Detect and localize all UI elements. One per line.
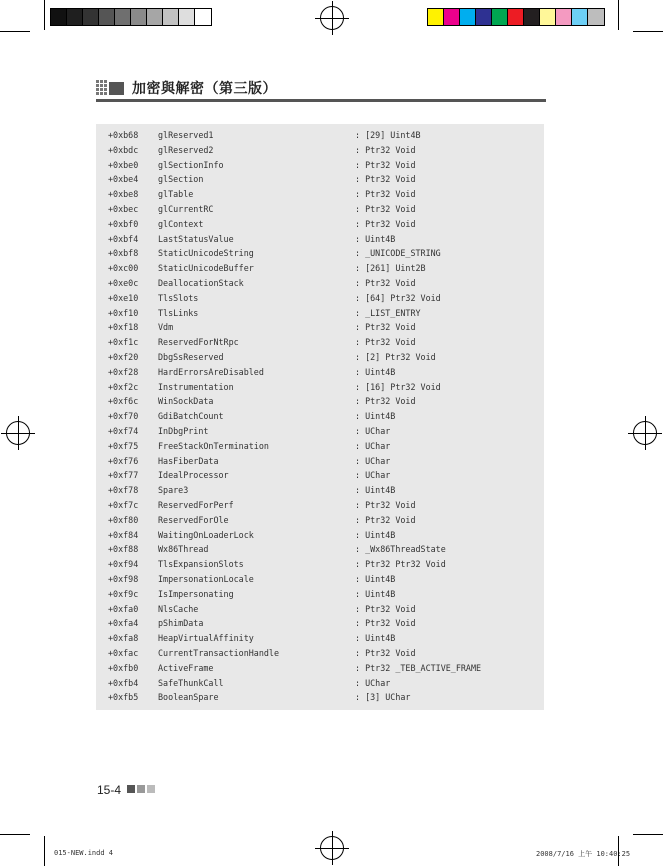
field-type: : [64] Ptr32 Void — [355, 292, 441, 303]
field-offset: +0xbdc — [108, 144, 139, 155]
field-type: : [3] UChar — [355, 692, 411, 703]
field-type: : Uint4B — [355, 574, 396, 584]
code-line — [96, 350, 544, 365]
code-line — [96, 468, 544, 483]
crop-mark — [0, 31, 30, 32]
code-line — [96, 454, 544, 469]
code-line — [96, 202, 544, 217]
code-line — [96, 306, 544, 321]
field-type: : Ptr32 Void — [355, 648, 416, 658]
color-swatch — [588, 9, 604, 25]
field-name: glSection — [158, 174, 204, 185]
code-line — [96, 483, 544, 498]
field-name: glContext — [158, 218, 204, 229]
field-type: : Ptr32 Void — [355, 218, 416, 229]
color-swatch — [444, 9, 460, 25]
code-line — [96, 498, 544, 513]
crop-mark — [44, 0, 45, 30]
code-line — [96, 572, 544, 587]
code-line — [96, 587, 544, 602]
field-type: : Uint4B — [355, 411, 396, 422]
field-offset: +0xb68 — [108, 130, 139, 140]
field-name: WinSockData — [158, 396, 214, 407]
field-name: TlsSlots — [158, 292, 199, 303]
book-title: 加密與解密（第三版） — [132, 81, 277, 97]
field-type: : [2] Ptr32 Void — [355, 352, 436, 362]
color-swatch — [572, 9, 588, 25]
chapter-header — [96, 78, 546, 100]
field-offset: +0xfa8 — [108, 633, 139, 644]
code-line — [96, 320, 544, 335]
color-swatch — [540, 9, 556, 25]
code-line — [96, 542, 544, 557]
code-line — [96, 335, 544, 350]
field-name: CurrentTransactionHandle — [158, 648, 280, 658]
field-name: TlsLinks — [158, 307, 199, 318]
field-offset: +0xf77 — [108, 470, 139, 481]
code-line — [96, 232, 544, 247]
field-offset: +0xbe4 — [108, 174, 139, 185]
code-listing — [96, 124, 544, 710]
field-name: glSectionInfo — [158, 159, 224, 170]
header-rule — [96, 99, 546, 102]
field-name: BooleanSpare — [158, 692, 219, 703]
field-offset: +0xf1c — [108, 337, 139, 348]
code-line — [96, 424, 544, 439]
code-line — [96, 439, 544, 454]
field-name: InDbgPrint — [158, 426, 209, 436]
code-line — [96, 513, 544, 528]
code-line — [96, 217, 544, 232]
code-line — [96, 187, 544, 202]
field-type: : Uint4B — [355, 529, 396, 540]
field-offset: +0xf78 — [108, 485, 139, 496]
field-name: pShimData — [158, 618, 204, 629]
code-line — [96, 276, 544, 291]
color-swatch — [147, 9, 163, 25]
field-name: Instrumentation — [158, 381, 234, 392]
field-offset: +0xfa0 — [108, 603, 139, 614]
field-name: TlsExpansionSlots — [158, 559, 244, 570]
color-swatch — [131, 9, 147, 25]
crop-mark — [618, 0, 619, 30]
color-swatch — [163, 9, 179, 25]
field-name: GdiBatchCount — [158, 411, 224, 422]
field-type: : Ptr32 Void — [355, 337, 416, 348]
code-line — [96, 409, 544, 424]
field-name: DbgSsReserved — [158, 352, 224, 362]
field-name: HeapVirtualAffinity — [158, 633, 254, 644]
field-name: glReserved2 — [158, 144, 214, 155]
code-line — [96, 528, 544, 543]
field-type: : UChar — [355, 440, 391, 451]
field-name: IsImpersonating — [158, 588, 234, 599]
code-line — [96, 661, 544, 676]
field-offset: +0xf88 — [108, 544, 139, 555]
field-offset: +0xf84 — [108, 529, 139, 540]
code-line — [96, 602, 544, 617]
code-line — [96, 291, 544, 306]
code-line — [96, 646, 544, 661]
code-line — [96, 690, 544, 705]
color-swatch — [51, 9, 67, 25]
field-type: : Ptr32 Void — [355, 618, 416, 629]
code-line — [96, 394, 544, 409]
grayscale-calibration-bar — [50, 8, 212, 26]
color-swatch — [460, 9, 476, 25]
code-line — [96, 616, 544, 631]
field-offset: +0xf10 — [108, 307, 139, 318]
field-type: : UChar — [355, 455, 391, 466]
code-line — [96, 365, 544, 380]
code-line — [96, 631, 544, 646]
field-type: : Uint4B — [355, 233, 396, 244]
code-line — [96, 158, 544, 173]
field-name: LastStatusValue — [158, 233, 234, 244]
field-name: ReservedForNtRpc — [158, 337, 239, 348]
code-line — [96, 261, 544, 276]
field-type: : Uint4B — [355, 633, 396, 644]
field-offset: +0xbe0 — [108, 159, 139, 170]
field-name: glCurrentRC — [158, 204, 214, 214]
field-offset: +0xf2c — [108, 381, 139, 392]
field-name: Wx86Thread — [158, 544, 209, 555]
color-swatch — [492, 9, 508, 25]
field-offset: +0xf70 — [108, 411, 139, 422]
color-swatch — [476, 9, 492, 25]
field-type: : Ptr32 _TEB_ACTIVE_FRAME — [355, 662, 482, 673]
field-name: StaticUnicodeBuffer — [158, 263, 254, 274]
registration-mark-bottom — [320, 836, 344, 860]
code-line — [96, 557, 544, 572]
field-offset: +0xfa4 — [108, 618, 139, 629]
field-offset: +0xe0c — [108, 278, 139, 288]
field-offset: +0xf18 — [108, 322, 139, 333]
field-type: : Ptr32 Void — [355, 174, 416, 185]
field-name: StaticUnicodeString — [158, 248, 254, 259]
field-offset: +0xf98 — [108, 574, 139, 584]
field-name: glReserved1 — [158, 130, 214, 140]
color-swatch — [67, 9, 83, 25]
field-offset: +0xfac — [108, 648, 139, 658]
field-offset: +0xbec — [108, 204, 139, 214]
code-line — [96, 380, 544, 395]
field-type: : _Wx86ThreadState — [355, 544, 446, 555]
registration-mark-top — [320, 6, 344, 30]
field-type: : Ptr32 Void — [355, 396, 416, 407]
field-name: glTable — [158, 189, 194, 200]
field-offset: +0xf75 — [108, 440, 139, 451]
field-type: : Ptr32 Void — [355, 322, 416, 333]
print-slug-timestamp: 2008/7/16 上午 10:40:25 — [536, 850, 631, 858]
field-offset: +0xf94 — [108, 559, 139, 570]
field-name: NlsCache — [158, 603, 199, 614]
field-type: : Ptr32 Ptr32 Void — [355, 559, 446, 570]
field-type: : UChar — [355, 677, 391, 688]
field-name: SafeThunkCall — [158, 677, 224, 688]
field-type: : UChar — [355, 470, 391, 481]
field-offset: +0xf20 — [108, 352, 139, 362]
code-line — [96, 246, 544, 261]
color-swatch — [99, 9, 115, 25]
crop-mark — [0, 834, 30, 835]
field-name: HasFiberData — [158, 455, 219, 466]
color-calibration-bar — [427, 8, 605, 26]
color-swatch — [115, 9, 131, 25]
field-offset: +0xfb5 — [108, 692, 139, 703]
field-offset: +0xc00 — [108, 263, 139, 274]
code-line — [96, 128, 544, 143]
field-type: : Uint4B — [355, 485, 396, 496]
code-line — [96, 143, 544, 158]
field-type: : [16] Ptr32 Void — [355, 381, 441, 392]
field-type: : Uint4B — [355, 588, 396, 599]
field-type: : Uint4B — [355, 366, 396, 377]
color-swatch — [179, 9, 195, 25]
registration-mark-right — [633, 421, 657, 445]
field-type: : _UNICODE_STRING — [355, 248, 441, 259]
field-type: : Ptr32 Void — [355, 144, 416, 155]
field-offset: +0xbf8 — [108, 248, 139, 259]
field-name: ActiveFrame — [158, 662, 214, 673]
color-swatch — [508, 9, 524, 25]
header-dots-icon — [96, 80, 126, 96]
field-offset: +0xf76 — [108, 455, 139, 466]
field-type: : _LIST_ENTRY — [355, 307, 421, 318]
field-offset: +0xf74 — [108, 426, 139, 436]
color-swatch — [524, 9, 540, 25]
field-type: : Ptr32 Void — [355, 603, 416, 614]
page-number-squares — [127, 785, 155, 793]
code-line — [96, 172, 544, 187]
field-name: HardErrorsAreDisabled — [158, 366, 264, 377]
field-name: ImpersonationLocale — [158, 574, 254, 584]
field-offset: +0xf6c — [108, 396, 139, 407]
registration-mark-left — [6, 421, 30, 445]
field-type: : [261] Uint2B — [355, 263, 426, 274]
print-slug-file: 015-NEW.indd 4 — [54, 849, 114, 857]
field-offset: +0xf7c — [108, 500, 139, 510]
field-name: IdealProcessor — [158, 470, 229, 481]
field-type: : Ptr32 Void — [355, 189, 416, 200]
field-type: : [29] Uint4B — [355, 130, 421, 140]
crop-mark — [633, 834, 663, 835]
field-offset: +0xf9c — [108, 588, 139, 599]
field-name: ReservedForPerf — [158, 500, 234, 510]
page-number: 15-4 — [97, 783, 122, 797]
field-name: DeallocationStack — [158, 278, 244, 288]
field-name: Spare3 — [158, 485, 189, 496]
field-offset: +0xf80 — [108, 514, 139, 525]
field-type: : Ptr32 Void — [355, 159, 416, 170]
field-offset: +0xfb4 — [108, 677, 139, 688]
field-offset: +0xe10 — [108, 292, 139, 303]
field-type: : Ptr32 Void — [355, 514, 416, 525]
field-name: Vdm — [158, 322, 174, 333]
field-name: WaitingOnLoaderLock — [158, 529, 254, 540]
field-offset: +0xbe8 — [108, 189, 139, 200]
field-type: : Ptr32 Void — [355, 278, 416, 288]
field-type: : Ptr32 Void — [355, 500, 416, 510]
field-offset: +0xfb0 — [108, 662, 139, 673]
field-type: : Ptr32 Void — [355, 204, 416, 214]
code-line — [96, 676, 544, 691]
field-offset: +0xbf0 — [108, 218, 139, 229]
crop-mark — [633, 31, 663, 32]
field-name: ReservedForOle — [158, 514, 229, 525]
color-swatch — [556, 9, 572, 25]
field-offset: +0xf28 — [108, 366, 139, 377]
color-swatch — [428, 9, 444, 25]
crop-mark — [44, 836, 45, 866]
color-swatch — [83, 9, 99, 25]
field-name: FreeStackOnTermination — [158, 440, 269, 451]
color-swatch — [195, 9, 211, 25]
field-offset: +0xbf4 — [108, 233, 139, 244]
field-type: : UChar — [355, 426, 391, 436]
